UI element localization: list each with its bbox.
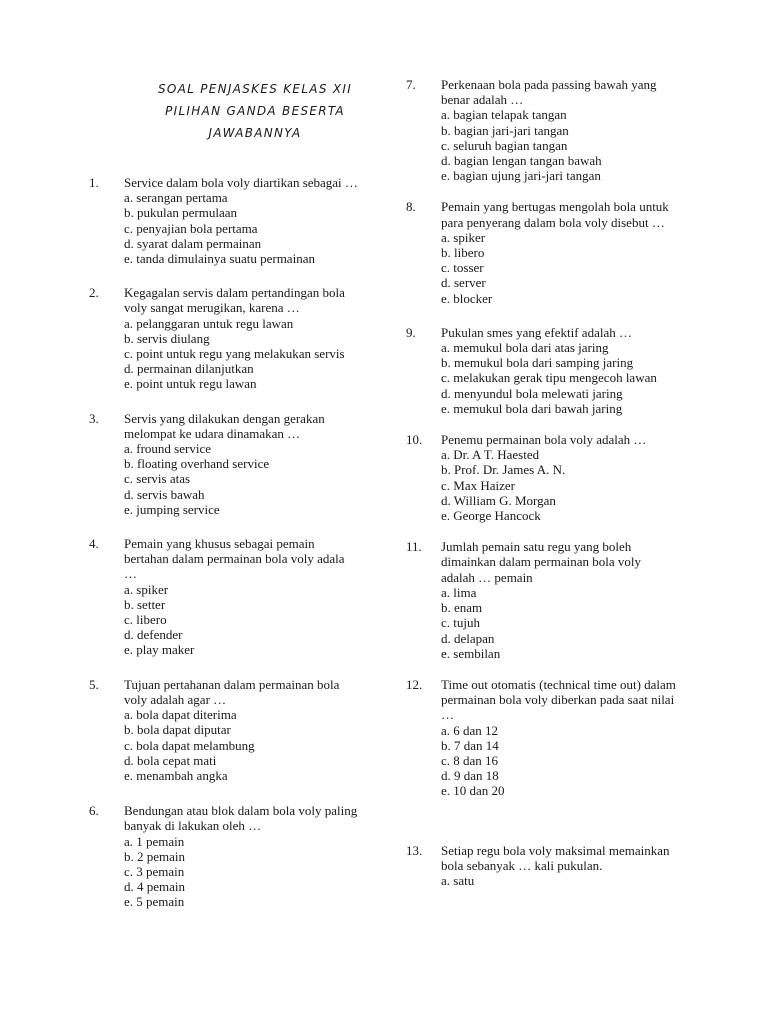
question-number: 1. <box>89 175 99 190</box>
option-d: d. syarat dalam permainan <box>124 235 262 251</box>
option-b: b. bagian jari-jari tangan <box>441 122 569 138</box>
option-b: b. servis diulang <box>124 330 210 346</box>
option-c: c. tujuh <box>441 615 480 631</box>
question-text: Perkenaan bola pada passing bawah yang benar adalah … <box>441 77 657 108</box>
question-number: 10. <box>406 432 423 448</box>
options-list <box>441 585 676 661</box>
title-line-3: JAWABANNYA <box>208 126 302 140</box>
question-text: Penemu permainan bola voly adalah … <box>441 432 647 448</box>
option-c: c. tosser <box>441 260 484 276</box>
option-e: e. bagian ujung jari-jari tangan <box>441 168 601 184</box>
option-a: a. 6 dan 12 <box>441 722 499 738</box>
question-number: 8. <box>406 199 416 215</box>
options-list <box>124 582 359 658</box>
question-12 <box>406 677 676 799</box>
title-line-2: PILIHAN GANDA BESERTA <box>165 104 345 118</box>
option-e: e. George Hancock <box>441 508 541 524</box>
option-c: c. bola dapat melambung <box>124 737 255 753</box>
option-a: a. satu <box>441 872 475 888</box>
question-number: 6. <box>89 803 99 819</box>
option-b: b. libero <box>441 245 485 261</box>
option-e: e. jumping service <box>124 501 220 517</box>
question-1 <box>89 175 359 266</box>
option-e: e. menambah angka <box>124 767 228 783</box>
option-d: d. menyundul bola melewati jaring <box>441 385 623 401</box>
option-a: a. lima <box>441 584 477 600</box>
question-number: 12. <box>406 676 423 692</box>
question-8 <box>406 199 676 305</box>
option-e: e. 5 pemain <box>124 894 185 910</box>
options-list <box>441 447 676 523</box>
option-a: a. serangan pertama <box>124 190 228 206</box>
option-c: c. melakukan gerak tipu mengecoh lawan <box>441 370 657 386</box>
question-number: 4. <box>89 536 99 552</box>
options-list <box>124 441 359 517</box>
question-5 <box>89 677 359 783</box>
option-e: e. 10 dan 20 <box>441 783 505 799</box>
question-number: 9. <box>406 324 416 340</box>
option-e: e. tanda dimulainya suatu permainan <box>124 251 315 267</box>
option-e: e. point untuk regu lawan <box>124 376 257 392</box>
question-text: Pukulan smes yang efektif adalah … <box>441 324 632 340</box>
option-d: d. 4 pemain <box>124 879 186 895</box>
option-e: e. memukul bola dari bawah jaring <box>441 400 623 416</box>
option-e: e. play maker <box>124 642 195 658</box>
options-list <box>441 230 676 306</box>
option-a: a. memukul bola dari atas jaring <box>441 340 609 356</box>
option-d: d. server <box>441 275 486 291</box>
option-e: e. sembilan <box>441 645 501 661</box>
question-text: Time out otomatis (technical time out) dalam permainan bola voly diberkan pada saat nilai … <box>441 676 676 723</box>
option-b: b. floating overhand service <box>124 456 270 472</box>
option-a: a. pelanggaran untuk regu lawan <box>124 315 294 331</box>
question-10 <box>406 432 676 523</box>
option-c: c. penyajian bola pertama <box>124 220 258 236</box>
option-a: a. fround service <box>124 441 211 457</box>
option-c: c. libero <box>124 612 167 628</box>
question-number: 11. <box>406 539 422 555</box>
question-text: Tujuan pertahanan dalam permainan bola voly adalah agar … <box>124 676 340 707</box>
option-d: d. delapan <box>441 630 495 646</box>
option-a: a. bola dapat diterima <box>124 707 237 723</box>
question-6 <box>89 803 359 909</box>
options-list <box>124 190 359 266</box>
option-a: a. spiker <box>124 581 169 597</box>
option-e: e. blocker <box>441 290 493 306</box>
question-number: 7. <box>406 77 416 92</box>
option-b: b. bola dapat diputar <box>124 722 231 738</box>
option-b: b. enam <box>441 600 483 616</box>
option-c: c. point untuk regu yang melakukan servis <box>124 346 345 362</box>
question-number: 5. <box>89 676 99 692</box>
options-list <box>441 107 676 183</box>
question-text: Servis yang dilakukan dengan gerakan melompat ke udara dinamakan … <box>124 410 325 441</box>
question-number: 3. <box>89 410 99 426</box>
question-text: Jumlah pemain satu regu yang boleh dimainkan dalam permainan bola voly adalah … pemain <box>441 539 641 585</box>
left-column <box>89 175 359 910</box>
options-list <box>441 340 676 416</box>
question-4 <box>89 536 359 658</box>
question-number: 2. <box>89 285 99 301</box>
options-list <box>441 873 676 888</box>
option-d: d. defender <box>124 627 183 643</box>
option-d: d. bagian lengan tangan bawah <box>441 153 602 169</box>
options-list <box>124 707 359 783</box>
option-c: c. 8 dan 16 <box>441 752 499 768</box>
option-b: b. 2 pemain <box>124 848 186 864</box>
option-b: b. pukulan permulaan <box>124 205 237 221</box>
option-b: b. memukul bola dari samping jaring <box>441 355 634 371</box>
question-11 <box>406 539 676 661</box>
option-d: d. permainan dilanjutkan <box>124 361 254 377</box>
question-text: Bendungan atau blok dalam bola voly paling banyak di lakukan oleh … <box>124 803 358 834</box>
option-a: a. bagian telapak tangan <box>441 107 567 123</box>
options-list <box>124 834 359 910</box>
question-7 <box>406 77 676 183</box>
question-13 <box>406 843 676 889</box>
option-b: b. 7 dan 14 <box>441 737 499 753</box>
question-9 <box>406 325 676 416</box>
question-text: Pemain yang bertugas mengolah bola untuk para penyerang dalam bola voly disebut … <box>441 199 669 230</box>
question-3 <box>89 411 359 517</box>
option-a: a. 1 pemain <box>124 833 185 849</box>
question-text: Service dalam bola voly diartikan sebagai … <box>124 175 358 190</box>
option-d: d. bola cepat mati <box>124 752 217 768</box>
question-text: Pemain yang khusus sebagai pemain bertahan dalam permainan bola voly adala … <box>124 536 345 582</box>
options-list <box>441 723 676 799</box>
question-number: 13. <box>406 842 423 858</box>
option-a: a. spiker <box>441 229 486 245</box>
option-d: d. William G. Morgan <box>441 492 556 508</box>
right-column <box>406 77 676 888</box>
question-2 <box>89 285 359 391</box>
question-text: Kegagalan servis dalam pertandingan bola voly sangat merugikan, karena … <box>124 285 345 316</box>
option-a: a. Dr. A T. Haested <box>441 447 540 463</box>
option-d: d. 9 dan 18 <box>441 768 499 784</box>
option-c: c. servis atas <box>124 471 191 487</box>
option-b: b. Prof. Dr. James A. N. <box>441 462 566 478</box>
option-b: b. setter <box>124 596 166 612</box>
option-c: c. Max Haizer <box>441 477 515 493</box>
options-list <box>124 316 359 392</box>
title-line-1: SOAL PENJASKES KELAS XII <box>157 82 353 96</box>
option-c: c. 3 pemain <box>124 863 185 879</box>
option-c: c. seluruh bagian tangan <box>441 137 568 153</box>
question-text: Setiap regu bola voly maksimal memainkan bola sebanyak … kali pukulan. <box>441 842 670 873</box>
document-title <box>110 78 400 144</box>
option-d: d. servis bawah <box>124 486 205 502</box>
